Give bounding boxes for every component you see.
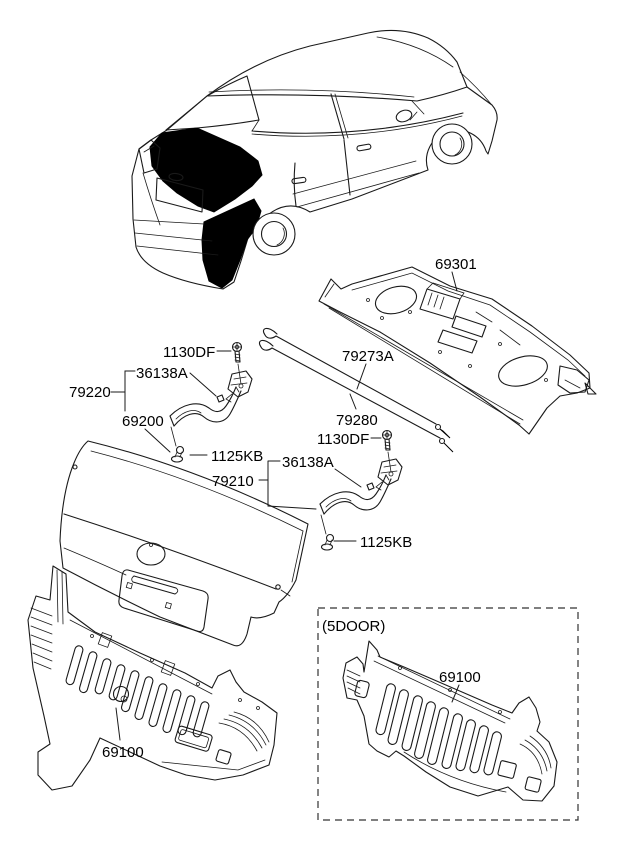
- callout-trunk-lid: 69200: [122, 413, 164, 430]
- callout-hinge-lh: 79220: [69, 384, 111, 401]
- trunk-lid-panel: [60, 441, 308, 646]
- callout-back-panel: 69100: [102, 744, 144, 761]
- rib-slots: [375, 683, 502, 776]
- corner-ribs: [219, 712, 269, 751]
- highlighted-bumper-area: [202, 199, 261, 288]
- callout-hinge-pad-rh: 36138A: [282, 454, 334, 471]
- corner-ribs: [520, 736, 551, 774]
- callout-back-panel-5door: 69100: [439, 669, 481, 686]
- variant-tag-5door: (5DOOR): [322, 618, 386, 635]
- license-lamp-cutout: [174, 725, 212, 751]
- callout-hinge-pad-lh: 36138A: [136, 365, 188, 382]
- rear-wheel: [253, 213, 295, 255]
- five-door-box: [318, 608, 578, 820]
- speaker-hole: [372, 282, 420, 319]
- callout-hinge-bolt-lower-rh: 1125KB: [360, 534, 413, 551]
- callout-torsion-bar-rh: 79280: [336, 412, 378, 429]
- callout-hinge-bolt-lower-lh: 1125KB: [211, 448, 264, 465]
- mirror: [395, 108, 414, 124]
- speaker-hole: [495, 351, 551, 392]
- callout-package-tray: 69301: [435, 256, 477, 273]
- callout-hinge-rh: 79210: [212, 473, 254, 490]
- callout-torsion-bar-lh: 79273A: [342, 348, 394, 365]
- front-wheel: [432, 124, 472, 164]
- highlighted-trunk-area: [150, 128, 262, 212]
- vehicle-illustration: [132, 30, 497, 289]
- callout-hinge-bolt-upper-rh: 1130DF: [317, 431, 370, 448]
- hinge-assembly-rh: [320, 431, 402, 551]
- back-panel-5door: [343, 641, 557, 801]
- left-wing-hatch: [31, 608, 52, 669]
- door-handle: [357, 144, 372, 151]
- rib-slots: [65, 645, 210, 738]
- callout-hinge-bolt-upper-lh: 1130DF: [163, 344, 216, 361]
